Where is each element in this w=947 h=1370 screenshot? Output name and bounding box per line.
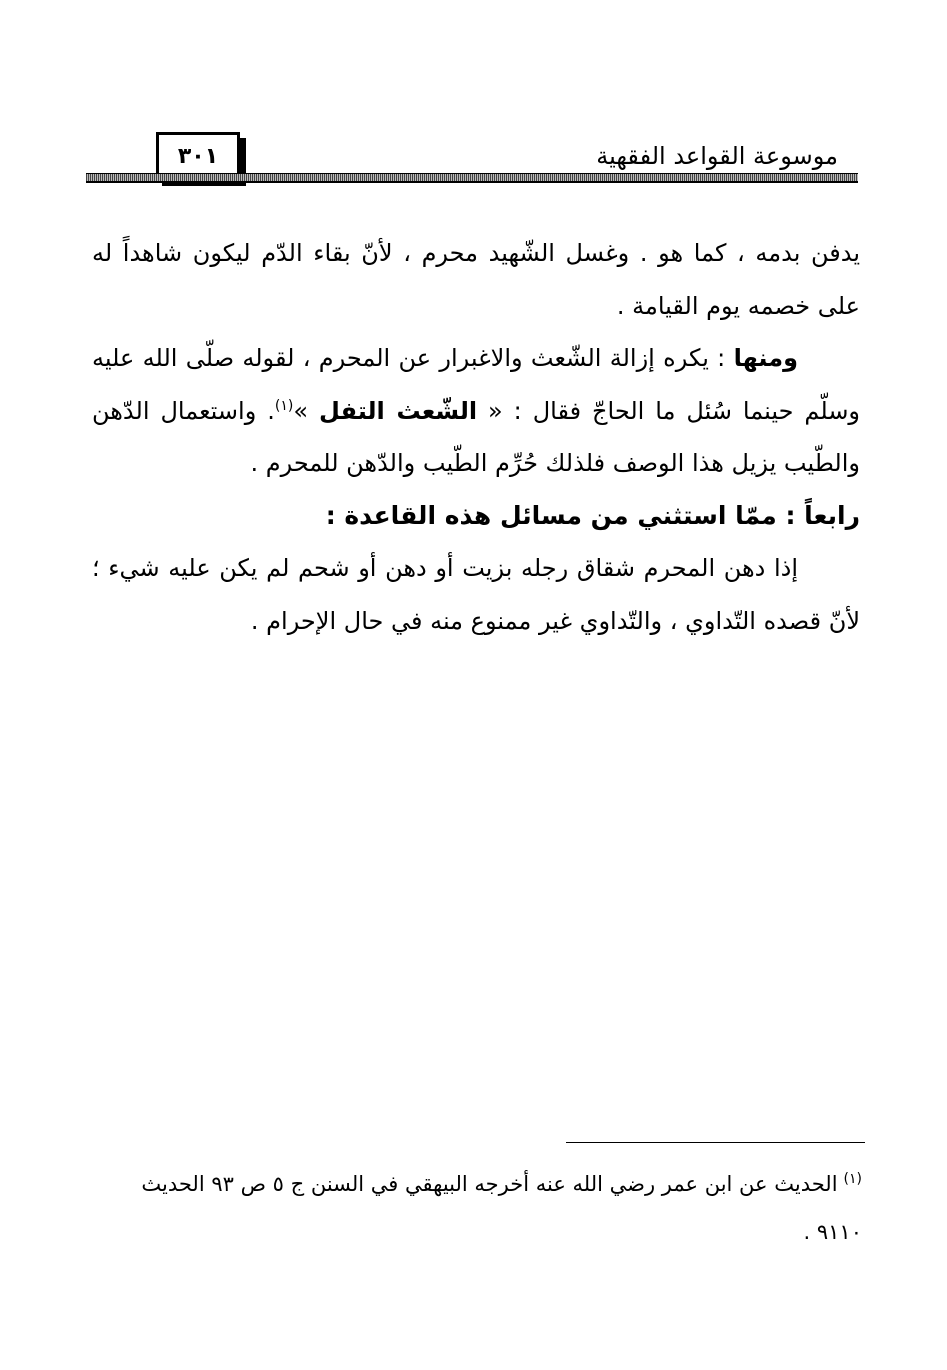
main-text [92, 227, 860, 647]
footnote-text: الحديث عن ابن عمر رضي الله عنه أخرجه البيهقي في السنن ج ٥ ص ٩٣ الحديث ٩١١٠ . [141, 1172, 862, 1244]
footnote-separator [566, 1142, 865, 1143]
paragraph-2-text-b: » [293, 396, 320, 425]
paragraph-2 [92, 332, 860, 490]
page-number: ٣٠١ [156, 132, 240, 180]
paragraph-1-text: يدفن بدمه ، كما هو . وغسل الشّهيد محرم ، لأنّ بقاء الدّم ليكون شاهداً له على خصمه يوم القيامة . [92, 239, 860, 320]
hadith-quote: الشّعث التفل [319, 396, 478, 425]
book-title: موسوعة القواعد الفقهية [596, 142, 838, 170]
section-heading: رابعاً : ممّا استثني من مسائل هذه القاعدة : [325, 500, 860, 530]
header-rule [86, 173, 858, 183]
paragraph-1 [92, 227, 860, 332]
paragraph-2-label: ومنها [733, 344, 798, 372]
footnote-1 [92, 1160, 862, 1256]
paragraph-2-text-c: . واستعمال الدّهن والطّيب يزيل هذا الوصف فلذلك حُرِّم الطّيب والدّهن للمحرم . [92, 396, 860, 477]
paragraph-2-text-a: : يكره إزالة الشّعث والاغبرار عن المحرم ، لقوله صلّى الله عليه وسلّم حينما سُئل ما الحاجّ فقال : « [92, 344, 861, 425]
page-header [86, 128, 858, 188]
footnote-reference[interactable]: (١) [274, 397, 294, 414]
footnote-marker: (١) [843, 1171, 862, 1187]
footnotes [92, 1160, 862, 1256]
paragraph-3: إذا دهن المحرم شقاق رجله بزيت أو دهن أو شحم لم يكن عليه شيء ؛ لأنّ قصده التّداوي ، والتّداوي غير ممنوع منه في حال الإحرام . [92, 554, 860, 635]
